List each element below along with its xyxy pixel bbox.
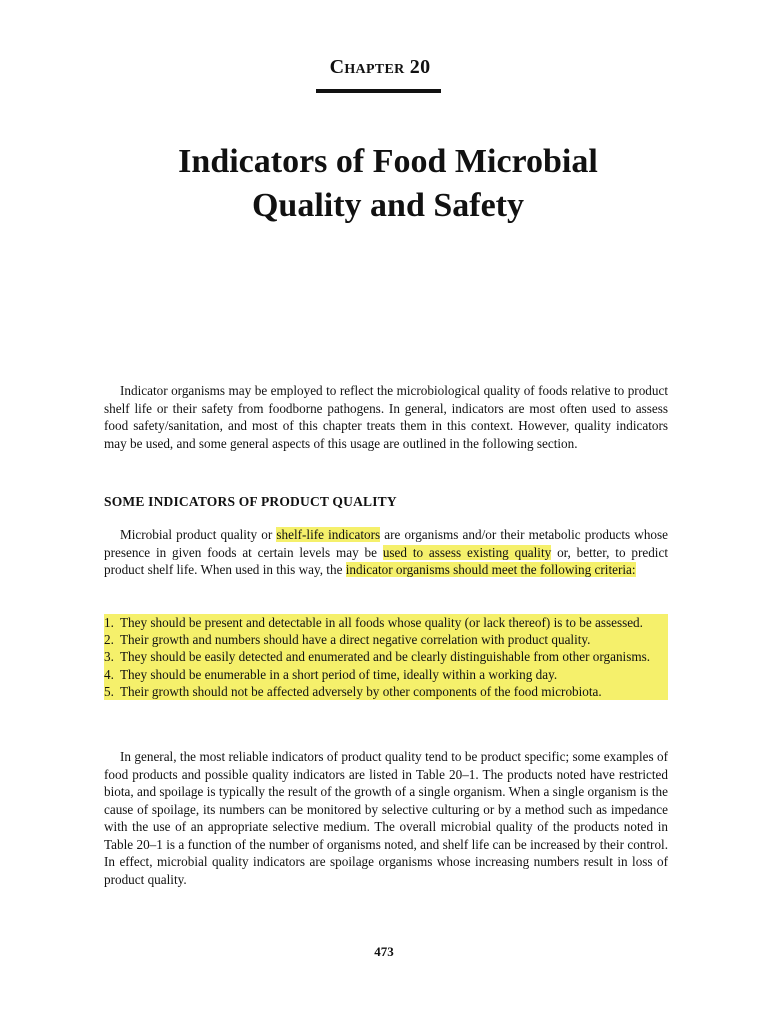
highlight-shelf-life-indicators: shelf-life indicators [276, 527, 381, 542]
criteria-list [104, 614, 668, 700]
highlight-criteria-intro: indicator organisms should meet the following criteria: [345, 562, 636, 577]
criteria-text: They should be easily detected and enumerated and be clearly distinguishable from other organisms. [120, 649, 651, 665]
paragraph-text: Microbial product quality or [120, 527, 277, 542]
criteria-number: 5. [104, 683, 114, 699]
criteria-number: 4. [104, 666, 114, 682]
chapter-rule [316, 89, 441, 93]
criteria-number: 1. [104, 615, 114, 630]
chapter-title-line-1: Indicators of Food Microbial [178, 143, 598, 180]
chapter-title [100, 140, 676, 228]
criteria-number: 2. [104, 632, 114, 648]
page-number: 473 [374, 944, 394, 959]
chapter-title-line-2: Quality and Safety [251, 187, 525, 224]
paragraph-text: or, better, to predict product shelf life. When used in this way, the [104, 544, 668, 577]
section-heading: SOME INDICATORS OF PRODUCT QUALITY [104, 494, 397, 509]
criteria-item [104, 648, 668, 665]
highlight-assess-quality: used to assess existing quality [382, 544, 552, 560]
closing-paragraph: In general, the most reliable indicators of product quality tend to be product specific; some examples of food products and possible quality indicators are listed in Table 20–1. The products noted have restricted biota, and spoilage is typically the result of the growth of a single organism. When a single organism is the cause of spoilage, its numbers can be monitored by selective culturing or by a method such as impedance with the use of an appropriate selective medium. The overall microbial quality of the products noted in Table 20–1 is a function of the number of organisms noted, and shelf life can be increased by their control. In effect, microbial quality indicators are spoilage organisms whose increasing numbers result in loss of product quality. [104, 749, 668, 887]
criteria-text: They should be present and detectable in all foods whose quality (or lack thereof) is to be assessed. [120, 615, 643, 630]
criteria-text: Their growth and numbers should have a direct negative correlation with product quality. [120, 632, 591, 648]
chapter-label: Chapter 20 [329, 56, 431, 78]
criteria-item [104, 666, 668, 683]
criteria-text: They should be enumerable in a short period of time, ideally within a working day. [120, 666, 558, 682]
section-paragraph [104, 526, 668, 579]
criteria-number: 3. [104, 649, 114, 665]
criteria-item [104, 683, 668, 700]
criteria-item [104, 614, 668, 631]
criteria-text: Their growth should not be affected adversely by other components of the food microbiota. [120, 683, 602, 699]
intro-paragraph: Indicator organisms may be employed to reflect the microbiological quality of foods relative to product shelf life or their safety from foodborne pathogens. In general, indicators are most often used to assess food safety/sanitation, and most of this chapter treats them in this context. However, quality indicators may be used, and some general aspects of this usage are outlined in the following section. [104, 383, 668, 451]
criteria-item [104, 631, 668, 648]
paragraph-text: are organisms and/or their metabolic products whose presence in given foods at certain levels may be [104, 527, 668, 560]
